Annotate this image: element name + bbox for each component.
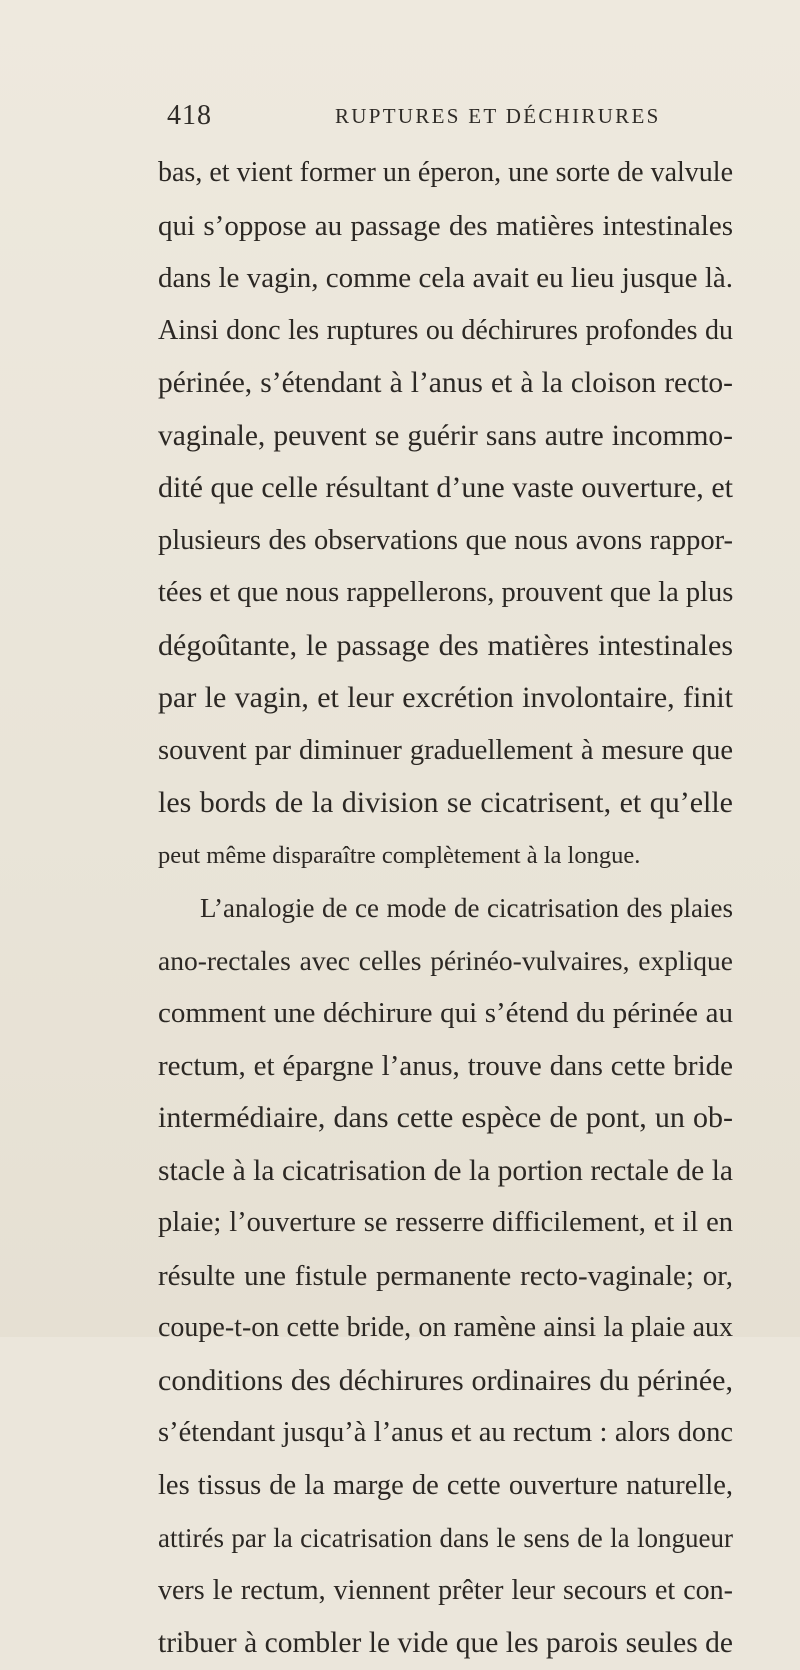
text-line: attirés par la cicatrisation dans le sens de la longueur: [158, 1523, 733, 1553]
text-line: s’étendant jusqu’à l’anus et au rectum : alors donc: [158, 1417, 733, 1448]
text-line: dité que celle résultant d’une vaste ouverture, et: [158, 471, 733, 504]
text-line: résulte une fistule permanente recto-vaginale; or,: [158, 1259, 733, 1292]
text-line: comment une déchirure qui s’étend du périnée au: [158, 997, 733, 1029]
text-line: ano-rectales avec celles périnéo-vulvaires, explique: [158, 944, 733, 976]
text-line: plusieurs des observations que nous avons rappor-: [158, 524, 733, 556]
page-header: [167, 100, 727, 140]
text-line: tées et que nous rappellerons, prouvent que la plus: [158, 577, 734, 608]
text-line: par le vagin, et leur excrétion involontaire, finit: [158, 681, 733, 714]
text-line: intermédiaire, dans cette espèce de pont, un ob-: [158, 1101, 733, 1134]
text-line: Ainsi donc les ruptures ou déchirures profondes du: [158, 314, 733, 346]
page-number: 418: [167, 100, 212, 131]
text-line: rectum, et épargne l’anus, trouve dans cette bride: [158, 1049, 733, 1082]
text-line: souvent par diminuer graduellement à mesure que: [158, 734, 733, 766]
text-line: plaie; l’ouverture se resserre difficilement, et il en: [158, 1207, 733, 1238]
text-line: bas, et vient former un éperon, une sorte de valvule: [158, 157, 733, 188]
text-line: tribuer à combler le vide que les parois seules de: [158, 1627, 733, 1659]
text-line: dégoûtante, le passage des matières intestinales: [158, 628, 733, 662]
text-line: qui s’oppose au passage des matières intestinales: [158, 209, 733, 242]
body-text: [158, 147, 733, 1670]
text-line: coupe-t-on cette bride, on ramène ainsi la plaie aux: [158, 1312, 733, 1343]
text-line: peut même disparaître complètement à la longue.: [158, 841, 641, 869]
text-line: dans le vagin, comme cela avait eu lieu jusque là.: [158, 262, 733, 294]
text-line: conditions des déchirures ordinaires du périnée,: [158, 1363, 733, 1397]
text-line: stacle à la cicatrisation de la portion rectale de la: [158, 1154, 733, 1187]
paragraph-start-line: L’analogie de ce mode de cicatrisation des plaies: [200, 893, 733, 923]
text-line: vaginale, peuvent se guérir sans autre incommo-: [158, 419, 733, 452]
text-line: vers le rectum, viennent prêter leur secours et con-: [158, 1574, 733, 1606]
running-title: RUPTURES ET DÉCHIRURES: [335, 104, 661, 128]
text-line: les tissus de la marge de cette ouverture naturelle,: [158, 1469, 733, 1501]
text-line: périnée, s’étendant à l’anus et à la cloison recto-: [158, 367, 733, 399]
text-line: les bords de la division se cicatrisent, et qu’elle: [158, 786, 733, 819]
